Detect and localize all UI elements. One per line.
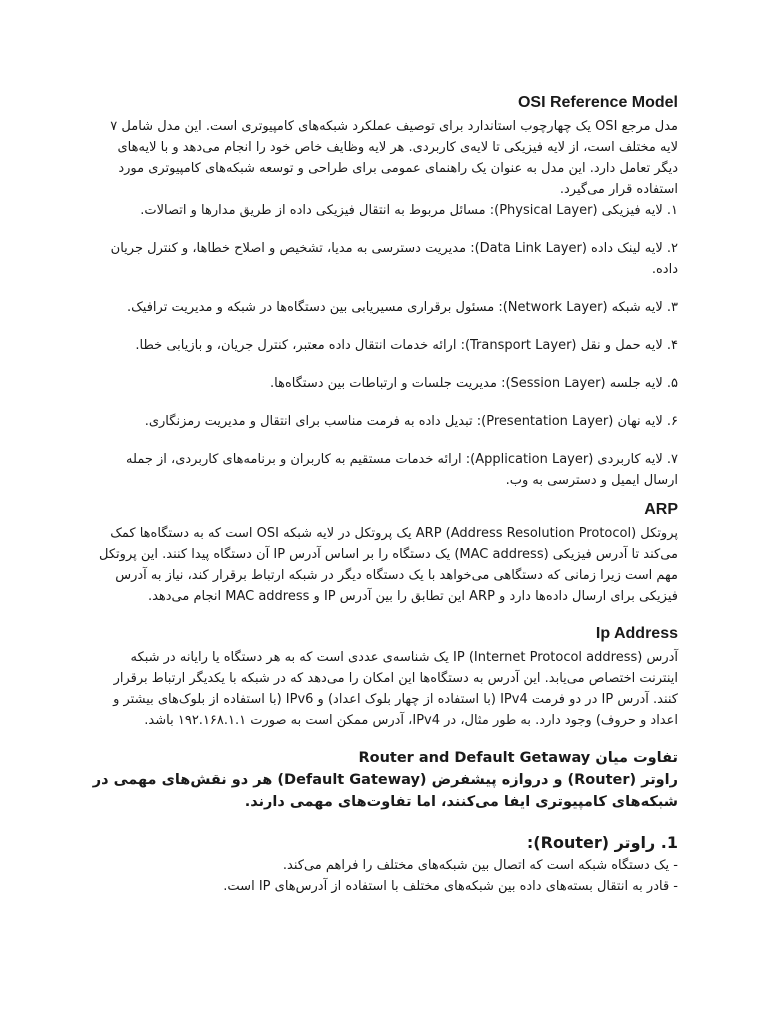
router-heading: تفاوت میان Router and Default Getaway: [358, 750, 678, 766]
osi-layer-2: ۲. لایه لینک داده (Data Link Layer): مدیریت دسترسی به مدیا، تشخیص و اصلاح خطاها، و کنترل جریان داده.: [110, 241, 678, 277]
router-bullet-1: - یک دستگاه شبکه است که اتصال بین شبکه‌های مختلف را فراهم می‌کند.: [282, 858, 678, 873]
osi-layer-4: ۴. لایه حمل و نقل (Transport Layer): ارائه خدمات انتقال داده معتبر، کنترل جریان، و بازیابی خطا.: [135, 338, 678, 353]
osi-heading: OSI Reference Model: [517, 94, 678, 111]
document-content: [90, 92, 678, 897]
osi-layer-7: ۷. لایه کاربردی (Application Layer): ارائه خدمات مستقیم به کاربران و برنامه‌های کاربردی، از جمله ارسال ایمیل و دسترسی به وب.: [126, 452, 678, 488]
spacer: [90, 813, 678, 831]
osi-layer-1: ۱. لایه فیزیکی (Physical Layer): مسائل مربوط به انتقال فیزیکی داده از طریق مدارها و اتصالات.: [140, 203, 678, 218]
router-subheading: 1. راوتر (Router):: [526, 833, 678, 852]
ip-heading: Ip Address: [595, 625, 678, 642]
arp-body: پروتکل ARP (Address Resolution Protocol) یک پروتکل در لایه شبکه OSI است که به دستگاه‌ها کمک می‌کند تا آدرس فیزیکی (MAC address) یک دستگاه را بر اساس آدرس IP آن دستگاه پیدا کنند. این پروتکل مهم است زیرا زمانی که دستگاهی می‌خواهد با یک دستگاه دیگر در شبکه ارتباط برقرار کند، نیاز به آدرس فیزیکی برای ارسال داده‌ها دارد و ARP این تطابق را بین آدرس IP و MAC address انجام می‌دهد.: [99, 526, 678, 604]
osi-intro: مدل مرجع OSI یک چهارچوب استاندارد برای توصیف عملکرد شبکه‌های کامپیوتری است. این مدل شامل ۷ لایه مختلف است، از لایه فیزیکی تا لایه‌ی کاربردی. هر لایه وظایف خاص خود را انجام می‌دهد و با لایه‌های دیگر تعامل دارد. این مدل به عنوان یک راهنمای عمومی برای طراحی و توسعه شبکه‌های کامپیوتری مورد استفاده قرار می‌گیرد.: [110, 119, 678, 197]
arp-heading: ARP: [644, 501, 678, 518]
spacer: [90, 607, 678, 623]
osi-layer-6: ۶. لایه نهان (Presentation Layer): تبدیل داده به فرمت مناسب برای انتقال و مدیریت رمزنگاری.: [144, 414, 678, 429]
spacer: [90, 731, 678, 747]
ip-body: آدرس IP (Internet Protocol address) یک شناسه‌ی عددی است که به هر دستگاه یا رایانه در شبکه اینترنت اختصاص می‌یابد. این آدرس به دستگاه‌ها این امکان را می‌دهد که در شبکه با یکدیگر ارتباط برقرار کنند. آدرس IP در دو فرمت IPv4 (با استفاده از چهار بلوک اعداد) و IPv6 (با استفاده از بلوک‌های بیشتر و اعداد و حروف) وجود دارد. به طور مثال، در IPv4، آدرس ممکن است به صورت ۱۹۲.۱۶۸.۱.۱ باشد.: [113, 650, 678, 728]
router-bullet-2: - قادر به انتقال بسته‌های داده بین شبکه‌های مختلف با استفاده از آدرس‌های IP است.: [223, 879, 678, 894]
router-intro: راوتر (Router) و دروازه پیشفرض (Default Gateway) هر دو نقش‌های مهمی در شبکه‌های کامپیوتری ایفا می‌کنند، اما تفاوت‌های مهمی دارند.: [92, 772, 678, 810]
osi-layer-5: ۵. لایه جلسه (Session Layer): مدیریت جلسات و ارتباطات بین دستگاه‌ها.: [270, 376, 678, 391]
osi-layer-3: ۳. لایه شبکه (Network Layer): مسئول برقراری مسیریابی بین دستگاه‌ها در شبکه و مدیریت ترافیک.: [127, 300, 678, 315]
